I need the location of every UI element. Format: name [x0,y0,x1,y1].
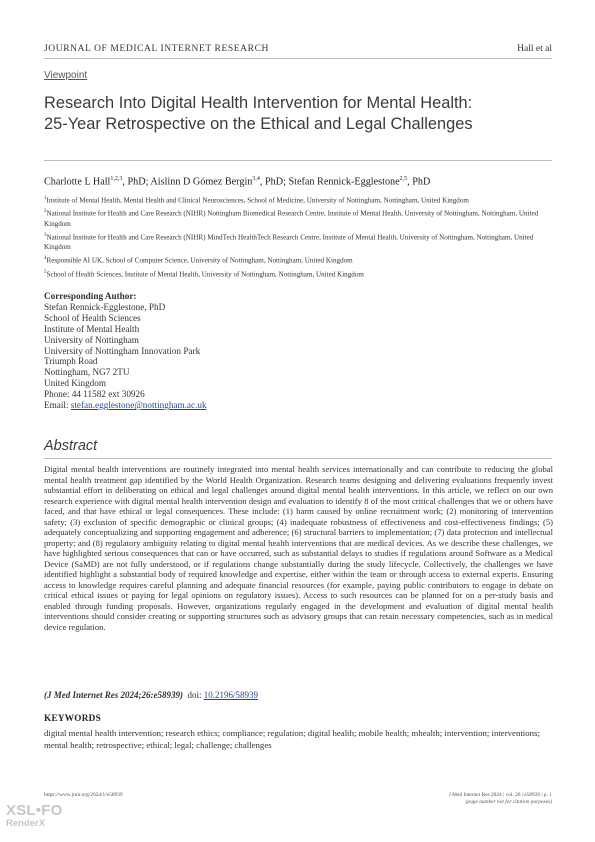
author-name: Aislinn D Gómez Bergin [150,176,253,188]
author-affiliation-ref: 2,5 [399,176,408,182]
corresponding-line: Institute of Mental Health [44,323,140,334]
author-name: Charlotte L Hall [44,176,111,188]
corresponding-author-label: Corresponding Author: [44,291,137,301]
title-line-2: 25-Year Retrospective on the Ethical and Legal Challenges [44,115,473,133]
affiliation-text: National Institute for Health and Care Research (NIHR) Nottingham Biomedical Research Centre, Institute of Mental Health, University of Nottingham, Nottingham, United Kingdom [44,209,539,228]
affiliation-number: 1 [44,196,47,201]
corresponding-line: Phone: 44 11582 ext 30926 [44,389,145,400]
affiliation-number: 2 [44,209,47,215]
abstract-body: Digital mental health interventions are routinely integrated into mental health services internationally and can contribute to reducing the global mental health treatment gap identified by the World Health Organization. Research teams designing and delivering evaluations frequently invest substantial effort in deliberating on ethical and legal challenges around digital mental health interventions. In this article, we reflect on our own research experience with digital mental health intervention design and evaluation to identify 8 of the most critical challenges that we or others have faced, and that have ethical or legal consequences. These include: (1) harm caused by online recruitment work; (2) monitoring of intervention safety; (3) exclusion of specific demographic or clinical groups; (4) inadequate robustness of effectiveness and cost-effectiveness findings; (5) adequately conceptualizing and supporting engagement and adherence; (6) structural barriers to implementation; (7) data protection and intellectual property; and (8) regulatory ambiguity relating to digital mental health interventions that are medical devices. As we describe these challenges, we have highlighted serious consequences that can or have occurred, such as substantial delays to studies if regulations around Software as a Medical Device (SaMD) are not fully understood, or if regulations change substantially during the study lifecycle. Collectively, the challenges we have identified highlight a substantial body of required knowledge and expertise, either within the team or through access to external experts. Ensuring access to knowledge requires careful planning and adequate financial resources (for example, paying public contributors to engage in debate on critical ethical issues or paying for legal opinions on regulatory issues). Access to such resources can be planned for on a per-study basis and enabled through funding proposals. However, organizations regularly engaged in the development and evaluation of digital mental health interventions should consider creating or supporting structures such as advisory groups that can retain necessary competencies, such as in medical device regulation. [44,464,553,632]
keywords-list: digital mental health intervention; research ethics; compliance; regulation; digital health; mobile health; mhealth; intervention; interventions; mental health; retrospective; ethical; legal; challenge; challenges [44,728,540,750]
affiliation-number: 5 [44,269,47,275]
title-divider [44,160,552,161]
corresponding-line: Triumph Road [44,356,98,367]
logo-line-2: RenderX [6,818,46,829]
doi-label: doi: [187,690,204,700]
footer-issue-info: J Med Internet Res 2024 | vol. 26 | e58939 | p. 1 [448,792,552,798]
logo-line-1: XSL•FO [6,802,63,819]
corresponding-line: Stefan Rennick-Egglestone, PhD [44,301,166,312]
doi-link[interactable]: 10.2196/58939 [203,690,259,700]
corresponding-line: Nottingham, NG7 2TU [44,367,130,378]
affiliation-number: 4 [44,256,47,262]
corresponding-author [44,291,207,411]
author-suffix: , PhD; [259,176,289,188]
journal-name: JOURNAL OF MEDICAL INTERNET RESEARCH [44,44,269,54]
footer-url[interactable]: https://www.jmir.org/2024/1/e58939 [44,792,123,798]
article-title [44,93,554,135]
abstract-divider [44,458,552,459]
citation [44,690,258,700]
email-label: Email: [44,400,71,411]
corresponding-line: United Kingdom [44,378,107,389]
author-list [44,176,430,187]
affiliation-item [44,207,556,229]
affiliation-text: School of Health Sciences, Institute of Mental Health, University of Nottingham, Nottingham, United Kingdom [46,270,364,279]
affiliation-text: Institute of Mental Health, Mental Health and Clinical Neurosciences, School of Medicine, University of Nottingham, Nottingham, United Kingdom [46,196,469,205]
affiliation-number: 3 [44,232,47,238]
author-suffix: , PhD; [122,176,151,188]
email-row [44,400,207,411]
footer-note: (page number not for citation purposes) [465,799,552,805]
corresponding-line: University of Nottingham [44,334,139,345]
article-type-link[interactable]: Viewpoint [44,70,88,81]
running-head: Hall et al [517,44,552,54]
affiliation-item [44,268,556,280]
author-suffix: , PhD [407,176,431,188]
keywords-heading: KEYWORDS [44,713,102,723]
affiliation-item [44,254,556,266]
corresponding-line: University of Nottingham Innovation Park [44,345,201,356]
email-link[interactable]: stefan.egglestone@nottingham.ac.uk [70,400,207,411]
author-name: Stefan Rennick-Egglestone [288,176,400,188]
corresponding-line: School of Health Sciences [44,312,141,323]
citation-reference: (J Med Internet Res 2024;26:e58939) [44,690,183,700]
affiliations [44,194,556,281]
author-affiliation-ref: 1,2,3 [110,176,123,182]
affiliation-text: Responsible AI UK, School of Computer Science, University of Nottingham, Nottingham, United Kingdom [46,256,353,265]
affiliation-item [44,231,556,253]
title-line-1: Research Into Digital Health Intervention for Mental Health: [44,94,473,112]
author-affiliation-ref: 3,4 [252,176,260,182]
renderx-logo [6,803,62,829]
abstract-heading: Abstract [44,438,98,454]
header-divider [44,58,552,59]
affiliation-text: National Institute for Health and Care Research (NIHR) MindTech HealthTech Research Centre, Institute of Mental Health, University of Nottingham, Nottingham, United Kingdom [44,233,534,252]
footer-info [449,792,552,806]
affiliation-item [44,194,556,206]
